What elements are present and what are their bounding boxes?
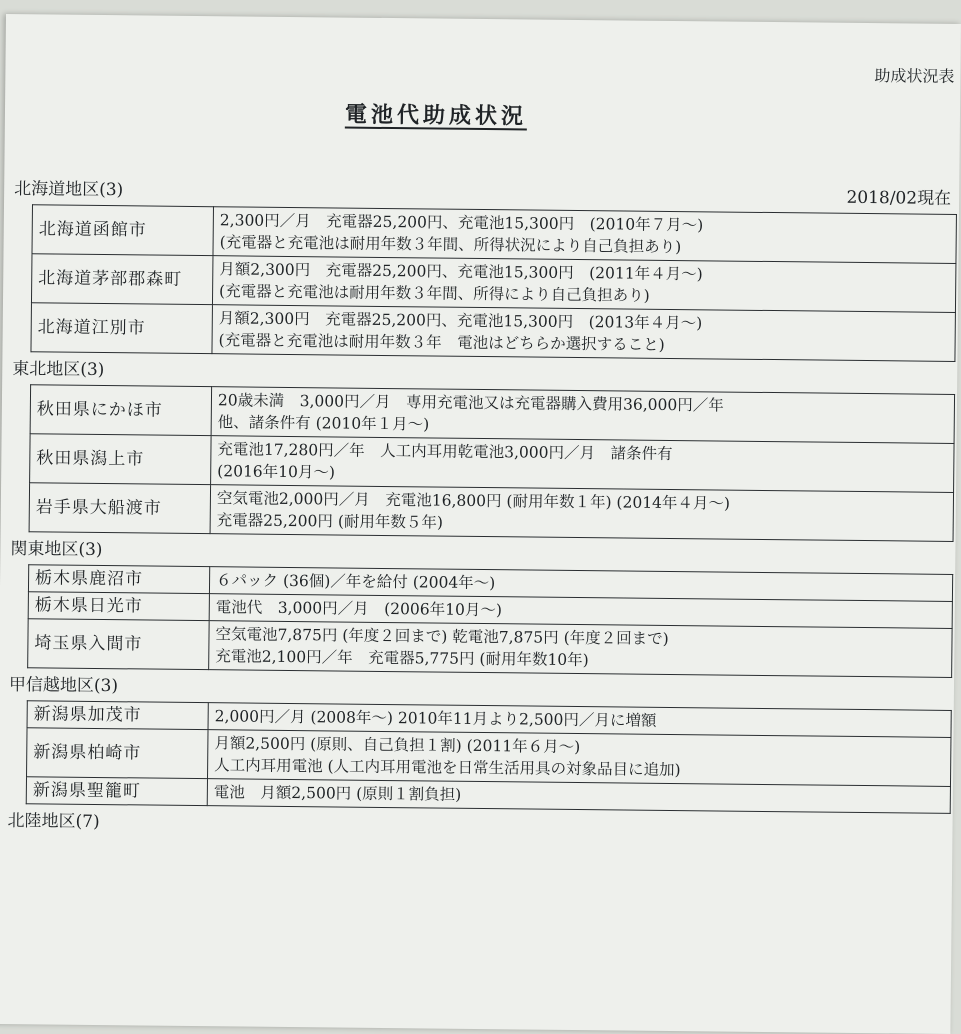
detail-line: 充電器25,200円 (耐用年数５年) [216, 511, 444, 532]
detail-line: 2,000円／月 (2008年～) 2010年11月より2,500円／月に増額 [214, 707, 657, 730]
detail-line: 他、諸条件有 (2010年１月～) [217, 413, 430, 434]
subsidy-detail-cell [213, 207, 956, 264]
subsidy-detail-cell [212, 256, 955, 313]
region-heading: 北海道地区(3) [14, 179, 124, 201]
region-heading: 北陸地区(7) [7, 811, 100, 833]
table-row [29, 483, 953, 542]
detail-line: 月額2,300円 充電器25,200円、充電池15,300円 (2011年４月～) [219, 260, 703, 284]
region-heading: 甲信越地区(3) [8, 675, 119, 697]
municipality-cell: 栃木県鹿沼市 [28, 565, 209, 594]
table-row [31, 303, 955, 362]
municipality-cell: 新潟県聖籠町 [26, 777, 207, 806]
corner-label: 助成状況表 [874, 66, 955, 86]
detail-line: (充電器と充電池は耐用年数３年 電池はどちらか選択すること) [218, 331, 665, 354]
municipality-cell: 埼玉県入間市 [28, 619, 210, 670]
subsidy-table [30, 204, 956, 362]
municipality-cell: 新潟県柏崎市 [27, 728, 209, 779]
municipality-cell: 北海道茅部郡森町 [31, 254, 213, 305]
municipality-cell: 秋田県潟上市 [30, 434, 212, 485]
detail-line: 電池代 3,000円／月 (2006年10月～) [215, 598, 503, 620]
subsidy-detail-cell [211, 387, 954, 444]
municipality-cell: 北海道函館市 [32, 205, 214, 256]
detail-line: ６パック (36個)／年を給付 (2004年～) [215, 571, 496, 593]
subsidy-table [29, 384, 955, 542]
detail-line: 2,300円／月 充電器25,200円、充電池15,300円 (2010年７月～) [219, 211, 704, 235]
region-heading: 関東地区(3) [10, 539, 103, 561]
municipality-cell: 栃木県日光市 [28, 592, 209, 621]
detail-line: 人工内耳用電池 (人工内耳用電池を日常生活用具の対象品目に追加) [214, 756, 681, 780]
detail-line: 充電池2,100円／年 充電器5,775円 (耐用年数10年) [215, 647, 589, 670]
detail-line: 月額2,300円 充電器25,200円、充電池15,300円 (2013年４月～) [218, 309, 703, 333]
detail-line: (2016年10月～) [217, 462, 336, 482]
subsidy-detail-cell [209, 621, 952, 678]
municipality-cell: 秋田県にかほ市 [30, 385, 212, 436]
detail-line: 空気電池2,000円／月 充電池16,800円 (耐用年数１年) (2014年４月～) [216, 489, 731, 513]
subsidy-table [27, 564, 953, 678]
subsidy-detail-cell [212, 305, 955, 362]
detail-line: 月額2,500円 (原則、自己負担１割) (2011年６月～) [214, 734, 581, 757]
table-row [28, 619, 952, 678]
municipality-cell: 岩手県大船渡市 [29, 483, 211, 534]
municipality-cell: 新潟県加茂市 [27, 701, 208, 730]
region-heading: 東北地区(3) [12, 359, 105, 381]
detail-line: 充電池17,280円／年 人工内耳用乾電池3,000円／月 諸条件有 [217, 440, 673, 464]
subsidy-table [26, 700, 952, 814]
detail-line: 20歳未満 3,000円／月 専用充電池又は充電器購入費用36,000円／年 [217, 391, 724, 415]
regions-list [7, 172, 952, 846]
as-of-date: 2018/02現在 [846, 187, 952, 209]
subsidy-detail-cell [211, 436, 954, 493]
municipality-cell: 北海道江別市 [31, 303, 213, 354]
detail-line: (充電器と充電池は耐用年数３年間、所得状況により自己負担あり) [219, 233, 682, 257]
detail-line: 空気電池7,875円 (年度２回まで) 乾電池7,875円 (年度２回まで) [215, 625, 669, 648]
subsidy-detail-cell [208, 730, 951, 787]
page-title: 電池代助成状況 [344, 101, 528, 130]
subsidy-detail-cell [210, 485, 953, 542]
document-page [0, 14, 961, 1034]
detail-line: (充電器と充電池は耐用年数３年間、所得により自己負担あり) [219, 282, 650, 305]
detail-line: 電池 月額2,500円 (原則１割負担) [213, 783, 462, 804]
